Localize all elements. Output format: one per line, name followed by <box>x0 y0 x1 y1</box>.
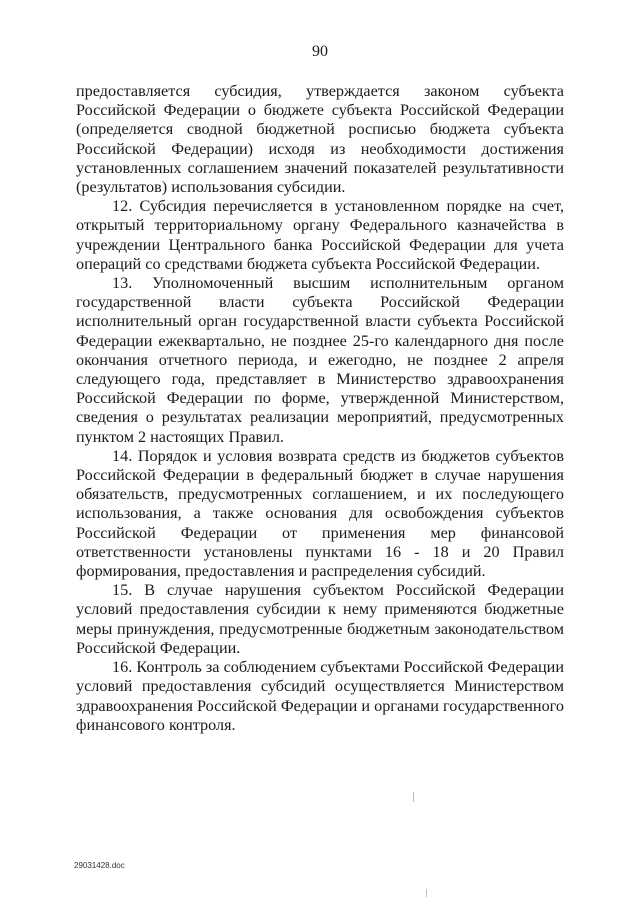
paragraph-13: 13. Уполномоченный высшим исполнительным органом государственной власти субъекта Российской Федерации исполнительный орган государственной власти субъекта Российской Федерации ежеквартально, не позднее 25-го календарного дня после окончания отчетного периода, и ежегодно, не позднее 2 апреля следующего года, представляет в Министерство здравоохранения Российской Федерации по форме, утвержденной Министерством, сведения о результатах реализации мероприятий, предусмотренных пунктом 2 настоящих Правил. <box>76 274 564 446</box>
document-body <box>76 82 564 735</box>
paragraph-15: 15. В случае нарушения субъектом Российской Федерации условий предоставления субсидии к нему применяются бюджетные меры принуждения, предусмотренные бюджетным законодательством Российской Федерации. <box>76 581 564 657</box>
paragraph-14: 14. Порядок и условия возврата средств из бюджетов субъектов Российской Федерации в федеральный бюджет в случае нарушения обязательств, предусмотренных соглашением, и их последующего использования, а также основания для освобождения субъектов Российской Федерации от применения мер финансовой ответственности установлены пунктами 16 - 18 и 20 Правил формирования, предоставления и распределения субсидий. <box>76 446 564 581</box>
scan-artifact-line <box>413 792 414 802</box>
paragraph-16: 16. Контроль за соблюдением субъектами Российской Федерации условий предоставления субсидий осуществляется Министерством здравоохранения Российской Федерации и органами государственного финансового контроля. <box>76 658 564 734</box>
page-number: 90 <box>312 43 328 60</box>
scan-artifact-line <box>426 889 427 897</box>
footer-filename: 29031428.doc <box>74 861 125 870</box>
paragraph-continuation: предоставляется субсидия, утверждается законом субъекта Российской Федерации о бюджете субъекта Российской Федерации (определяется сводной бюджетной росписью бюджета субъекта Российской Федерации) исходя из необходимости достижения установленных соглашением значений показателей результативности (результатов) использования субсидии. <box>76 82 564 197</box>
paragraph-12: 12. Субсидия перечисляется в установленном порядке на счет, открытый территориальному органу Федерального казначейства в учреждении Центрального банка Российской Федерации для учета операций со средствами бюджета субъекта Российской Федерации. <box>76 197 564 273</box>
